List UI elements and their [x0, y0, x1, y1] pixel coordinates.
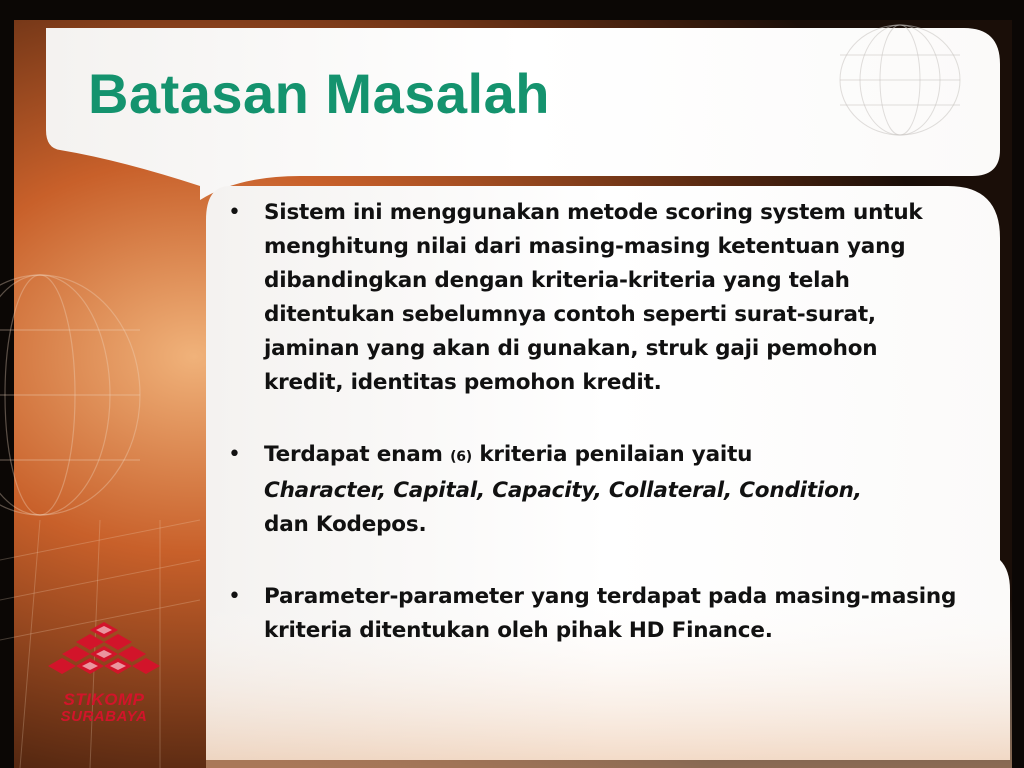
bullet-lead: Terdapat enam [264, 442, 443, 467]
bullet-item-2 [228, 438, 958, 542]
bullet-after-count: kriteria penilaian yaitu [479, 442, 753, 467]
slide-title: Batasan Masalah [88, 62, 550, 125]
bullet-item-1 [228, 196, 958, 400]
bullet-icon: • [228, 200, 241, 225]
bullet-text [264, 438, 958, 542]
bullet-text: Parameter-parameter yang terdapat pada masing-masing kriteria ditentukan oleh pihak HD Finance. [264, 584, 957, 643]
logo-line-2: SURABAYA [60, 708, 148, 725]
bullet-item-3 [228, 580, 958, 648]
bullet-icon: • [228, 584, 241, 609]
bullet-text: Sistem ini menggunakan metode scoring system untuk menghitung nilai dari masing-masing ketentuan yang dibandingkan dengan kriteria-kriteria yang telah ditentukan sebelumnya contoh seperti surat-surat, jaminan yang akan di gunakan, struk gaji pemohon kredit, identitas pemohon kredit. [264, 200, 923, 395]
criteria-list: Character, Capital, Capacity, Collateral, Condition, [264, 478, 862, 503]
criteria-count: (6) [450, 449, 473, 465]
stikomp-logo [44, 620, 164, 732]
stikomp-logo-icon [44, 620, 164, 690]
bullet-icon: • [228, 442, 241, 467]
bullet-tail: dan Kodepos. [264, 512, 427, 537]
bullet-list [228, 196, 958, 686]
logo-line-1: STIKOMP [63, 690, 145, 709]
